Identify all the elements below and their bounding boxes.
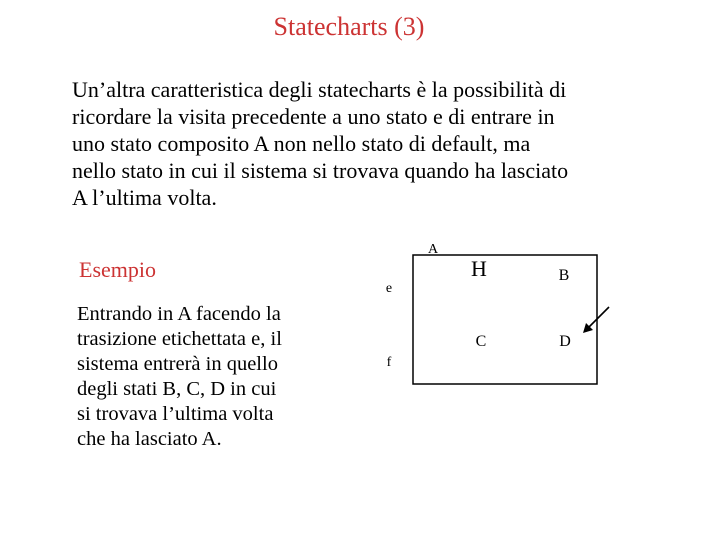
- example-line: si trovava l’ultima volta: [77, 403, 274, 425]
- intro-line: uno stato composito A non nello stato di default, ma: [72, 131, 531, 156]
- slide-title: Statecharts (3): [273, 12, 425, 41]
- state-d-label: D: [559, 333, 571, 350]
- example-heading: Esempio: [79, 257, 156, 282]
- intro-line: Un’altra caratteristica degli statecharts è la possibilità di: [72, 77, 567, 102]
- transition-e-label: e: [385, 281, 393, 296]
- arrow-to-d: [588, 307, 609, 328]
- example-line: Entrando in A facendo la: [77, 303, 281, 325]
- example-line: sistema entrerà in quello: [77, 353, 278, 375]
- state-c-label: C: [475, 333, 487, 350]
- state-b-label: B: [558, 267, 570, 284]
- intro-line: A l’ultima volta.: [72, 185, 217, 210]
- composite-state-a: [413, 255, 597, 384]
- intro-line: nello stato in cui il sistema si trovava quando ha lasciato: [72, 158, 569, 183]
- example-line: degli stati B, C, D in cui: [77, 378, 277, 400]
- composite-state-label: A: [427, 242, 439, 257]
- example-description: [77, 302, 345, 452]
- example-line: che ha lasciato A.: [77, 428, 222, 450]
- example-line: trasizione etichettata e, il: [77, 328, 282, 350]
- transition-f-label: f: [386, 355, 392, 370]
- intro-line: ricordare la visita precedente a uno stato e di entrare in: [72, 104, 555, 129]
- history-state-label: H: [471, 256, 487, 281]
- intro-paragraph: [72, 76, 632, 211]
- arrow-to-d-head: [583, 323, 593, 333]
